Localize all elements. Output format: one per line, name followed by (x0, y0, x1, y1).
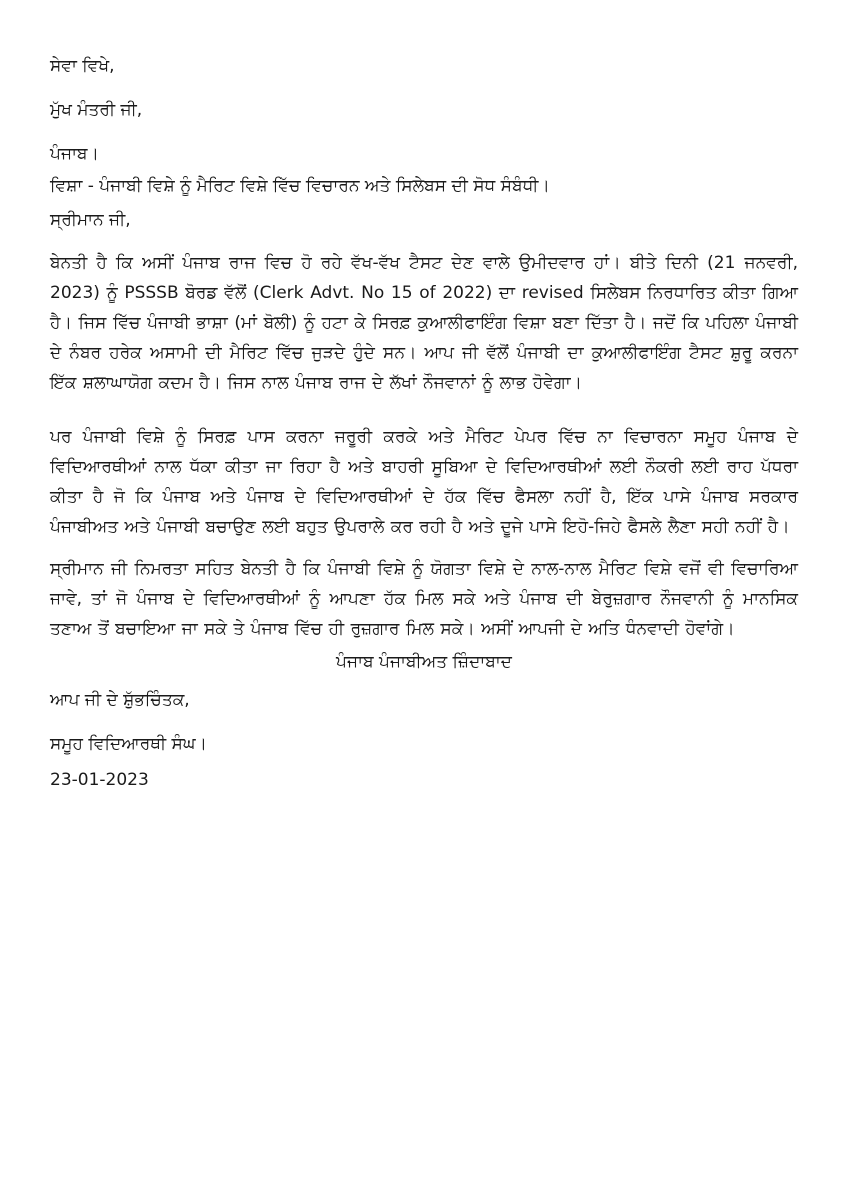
addressee-line: ਮੁੱਖ ਮੰਤਰੀ ਜੀ, (50, 100, 143, 120)
address-to-line: ਸੇਵਾ ਵਿਖੇ, (50, 56, 115, 76)
greeting-line: ਸ੍ਰੀਮਾਨ ਜੀ, (50, 210, 131, 230)
date-line: 23-01-2023 (50, 770, 149, 790)
slogan-line: ਪੰਜਾਬ ਪੰਜਾਬੀਅਤ ਜ਼ਿੰਦਾਬਾਦ (336, 652, 512, 672)
place-line: ਪੰਜਾਬ। (50, 144, 99, 164)
body-paragraph-3: ਸ੍ਰੀਮਾਨ ਜੀ ਨਿਮਰਤਾ ਸਹਿਤ ਬੇਨਤੀ ਹੈ ਕਿ ਪੰਜਾਬੀ ਵਿਸ਼ੇ ਨੂੰ ਯੋਗਤਾ ਵਿਸ਼ੇ ਦੇ ਨਾਲ-ਨਾਲ ਮੈਰਿਟ ਵਿਸ਼ੇ ਵਜੋਂ ਵੀ ਵਿਚਾਰਿਆ ਜਾਵੇ, ਤਾਂ ਜੋ ਪੰਜਾਬ ਦੇ ਵਿਦਿਆਰਥੀਆਂ ਨੂੰ ਆਪਣਾ ਹੱਕ ਮਿਲ ਸਕੇ ਅਤੇ ਪੰਜਾਬ ਦੀ ਬੇਰੁਜ਼ਗਾਰ ਨੌਜਵਾਨੀ ਨੂੰ ਮਾਨਸਿਕ ਤਣਾਅ ਤੋਂ ਬਚਾਇਆ ਜਾ ਸਕੇ ਤੇ ਪੰਜਾਬ ਵਿੱਚ ਹੀ ਰੁਜ਼ਗਾਰ ਮਿਲ ਸਕੇ। ਅਸੀਂ ਆਪਜੀ ਦੇ ਅਤਿ ਧੰਨਵਾਦੀ ਹੋਵਾਂਗੇ। (50, 559, 798, 639)
body-paragraph-1: ਬੇਨਤੀ ਹੈ ਕਿ ਅਸੀਂ ਪੰਜਾਬ ਰਾਜ ਵਿਚ ਹੋ ਰਹੇ ਵੱਖ-ਵੱਖ ਟੈਸਟ ਦੇਣ ਵਾਲੇ ਉਮੀਦਵਾਰ ਹਾਂ। ਬੀਤੇ ਦਿਨੀ (21 ਜਨਵਰੀ, 2023) ਨੂੰ PSSSB ਬੋਰਡ ਵੱਲੋਂ (Clerk Advt. No 15 of 2022) ਦਾ revised ਸਿਲੇਬਸ ਨਿਰਧਾਰਿਤ ਕੀਤਾ ਗਿਆ ਹੈ। ਜਿਸ ਵਿੱਚ ਪੰਜਾਬੀ ਭਾਸ਼ਾ (ਮਾਂ ਬੋਲੀ) ਨੂੰ ਹਟਾ ਕੇ ਸਿਰਫ਼ ਕੁਆਲੀਫਾਇੰਗ ਵਿਸ਼ਾ ਬਣਾ ਦਿੱਤਾ ਹੈ। ਜਦੋਂ ਕਿ ਪਹਿਲਾ ਪੰਜਾਬੀ ਦੇ ਨੰਬਰ ਹਰੇਕ ਅਸਾਮੀ ਦੀ ਮੈਰਿਟ ਵਿੱਚ ਜੁੜਦੇ ਹੁੰਦੇ ਸਨ। ਆਪ ਜੀ ਵੱਲੋਂ ਪੰਜਾਬੀ ਦਾ ਕੁਆਲੀਫਾਇੰਗ ਟੈਸਟ ਸ਼ੁਰੂ ਕਰਨਾ ਇੱਕ ਸ਼ਲਾਘਾਯੋਗ ਕਦਮ ਹੈ। ਜਿਸ ਨਾਲ ਪੰਜਾਬ ਰਾਜ ਦੇ ਲੱਖਾਂ ਨੌਜਵਾਨਾਂ ਨੂੰ ਲਾਭ ਹੋਵੇਗਾ। (50, 253, 798, 393)
subject-line: ਵਿਸ਼ਾ - ਪੰਜਾਬੀ ਵਿਸ਼ੇ ਨੂੰ ਮੈਰਿਟ ਵਿਸ਼ੇ ਵਿੱਚ ਵਿਚਾਰਨ ਅਤੇ ਸਿਲੇਬਸ ਦੀ ਸੋਧ ਸੰਬੰਧੀ। (50, 176, 550, 196)
signatory-line: ਸਮੂਹ ਵਿਦਿਆਰਥੀ ਸੰਘ। (50, 734, 207, 754)
closing-line: ਆਪ ਜੀ ਦੇ ਸ਼ੁੱਭਚਿੰਤਕ, (50, 690, 190, 710)
body-paragraph-2: ਪਰ ਪੰਜਾਬੀ ਵਿਸ਼ੇ ਨੂੰ ਸਿਰਫ਼ ਪਾਸ ਕਰਨਾ ਜਰੂਰੀ ਕਰਕੇ ਅਤੇ ਮੈਰਿਟ ਪੇਪਰ ਵਿੱਚ ਨਾ ਵਿਚਾਰਨਾ ਸਮੂਹ ਪੰਜਾਬ ਦੇ ਵਿਦਿਆਰਥੀਆਂ ਨਾਲ ਧੱਕਾ ਕੀਤਾ ਜਾ ਰਿਹਾ ਹੈ ਅਤੇ ਬਾਹਰੀ ਸੂਬਿਆ ਦੇ ਵਿਦਿਆਰਥੀਆਂ ਲਈ ਨੌਕਰੀ ਲਈ ਰਾਹ ਪੱਧਰਾ ਕੀਤਾ ਹੈ ਜੋ ਕਿ ਪੰਜਾਬ ਅਤੇ ਪੰਜਾਬ ਦੇ ਵਿਦਿਆਰਥੀਆਂ ਦੇ ਹੱਕ ਵਿੱਚ ਫੈਸਲਾ ਨਹੀਂ ਹੈ, ਇੱਕ ਪਾਸੇ ਪੰਜਾਬ ਸਰਕਾਰ ਪੰਜਾਬੀਅਤ ਅਤੇ ਪੰਜਾਬੀ ਬਚਾਉਣ ਲਈ ਬਹੁਤ ਉਪਰਾਲੇ ਕਰ ਰਹੀ ਹੈ ਅਤੇ ਦੂਜੇ ਪਾਸੇ ਇਹੋ-ਜਿਹੇ ਫੈਸਲੇ ਲੈਣਾ ਸਹੀ ਨਹੀਂ ਹੈ। (50, 427, 798, 537)
